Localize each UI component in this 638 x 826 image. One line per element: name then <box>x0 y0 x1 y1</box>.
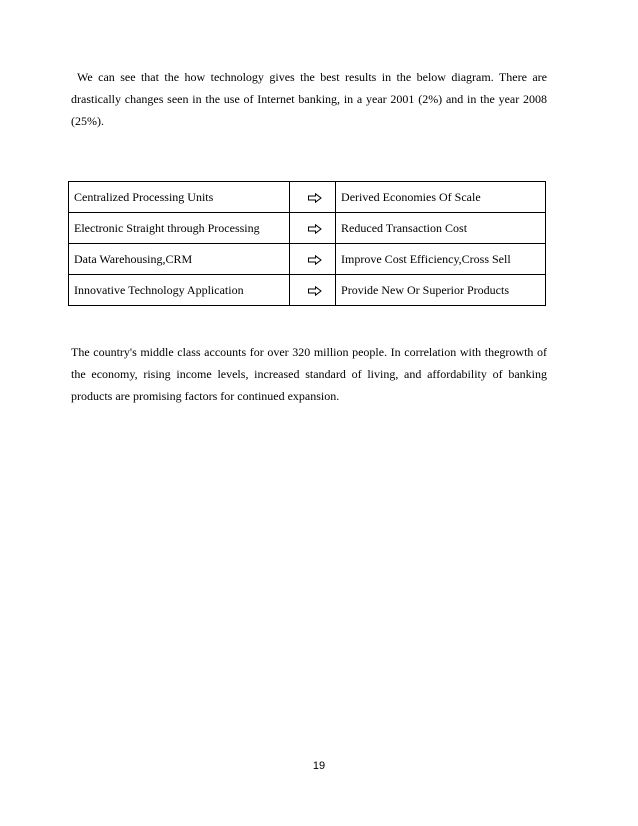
technology-cell: Electronic Straight through Processing <box>69 213 290 244</box>
result-cell: Provide New Or Superior Products <box>336 275 546 306</box>
table-row <box>69 182 546 213</box>
result-cell: Derived Economies Of Scale <box>336 182 546 213</box>
technology-cell: Data Warehousing,CRM <box>69 244 290 275</box>
page-number: 19 <box>312 760 326 772</box>
arrow-cell <box>290 244 336 275</box>
arrow-cell <box>290 275 336 306</box>
right-outline-arrow-icon <box>308 286 322 296</box>
right-outline-arrow-icon <box>308 255 322 265</box>
table-row <box>69 275 546 306</box>
technology-cell: Innovative Technology Application <box>69 275 290 306</box>
table-row <box>69 244 546 275</box>
closing-paragraph: The country's middle class accounts for over 320 million people. In correlation with thegrowth of the economy, rising income levels, increased standard of living, and affordability of banking products are promising factors for continued expansion. <box>71 345 547 403</box>
result-cell: Reduced Transaction Cost <box>336 213 546 244</box>
right-outline-arrow-icon <box>308 224 322 234</box>
arrow-cell <box>290 182 336 213</box>
technology-benefits-table <box>68 181 546 306</box>
result-cell: Improve Cost Efficiency,Cross Sell <box>336 244 546 275</box>
arrow-cell <box>290 213 336 244</box>
right-outline-arrow-icon <box>308 193 322 203</box>
table-row <box>69 213 546 244</box>
intro-paragraph <box>71 66 547 132</box>
intro-paragraph-text: We can see that the how technology gives the best results in the below diagram. There are drastically changes seen in the use of Internet banking, in a year 2001 (2%) and in the year 2008 (25%). <box>71 70 547 128</box>
technology-cell: Centralized Processing Units <box>69 182 290 213</box>
